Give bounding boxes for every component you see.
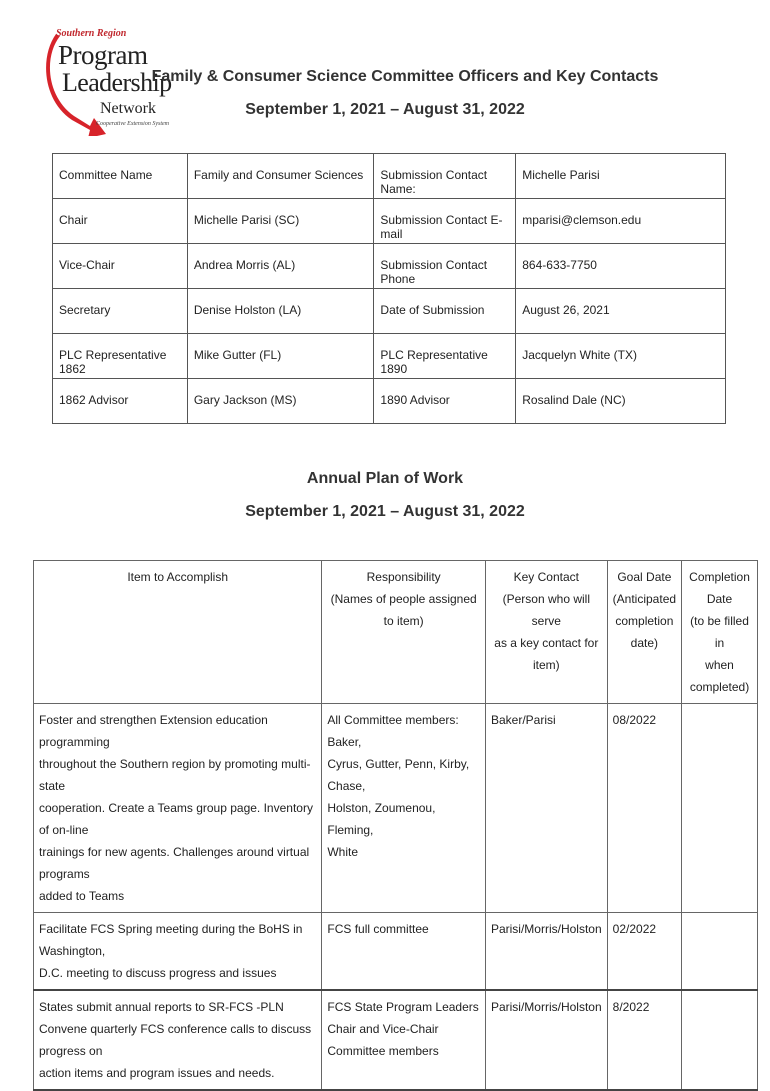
- plan-goal-line: 08/2022: [612, 713, 657, 727]
- plan-header-line: Responsibility: [366, 570, 441, 584]
- officer-label-cell: Date of Submission: [374, 289, 516, 334]
- plan-header-line: completion: [615, 614, 674, 628]
- plan-header-line: (Person who will serve: [502, 592, 590, 628]
- officer-value-cell: Andrea Morris (AL): [187, 244, 374, 289]
- plan-header-line: item): [532, 658, 560, 672]
- plan-header-cell: [34, 561, 322, 704]
- officer-row: [53, 154, 726, 199]
- logo-program: Program: [58, 40, 148, 70]
- plan-header-cell: [682, 561, 758, 704]
- plan-header-line: Item to Accomplish: [127, 570, 229, 584]
- plan-row: [34, 704, 758, 913]
- officer-value-cell: Denise Holston (LA): [187, 289, 374, 334]
- plan-contact-cell: [485, 913, 607, 991]
- plan-header-line: when: [705, 658, 734, 672]
- logo-subtitle: Cooperative Extension System: [96, 121, 169, 127]
- logo-network: Network: [100, 100, 156, 117]
- plan-responsibility-cell: [322, 913, 486, 991]
- logo-region: Southern Region: [56, 28, 127, 39]
- plan-contact-line: Parisi/Morris/Holston: [490, 922, 602, 936]
- officer-row: [53, 334, 726, 379]
- plan-completion-cell: [682, 913, 758, 991]
- plan-header-line: as a key contact for: [494, 636, 599, 650]
- plan-item-cell: [34, 913, 322, 991]
- plan-responsibility-line: White: [327, 845, 359, 859]
- officer-label-cell: Submission Contact Name:: [374, 154, 516, 199]
- officer-value-cell: Jacquelyn White (TX): [516, 334, 726, 379]
- officer-value-cell: Michelle Parisi: [516, 154, 726, 199]
- officer-label-cell: Vice-Chair: [53, 244, 188, 289]
- plan-completion-cell: [682, 990, 758, 1090]
- document-title: Family & Consumer Science Committee Officers and Key Contacts: [151, 68, 659, 85]
- plan-dates: September 1, 2021 – August 31, 2022: [245, 503, 525, 520]
- plan-contact-line: Parisi/Morris/Holston: [490, 1000, 602, 1014]
- plan-header-line: (to be filled in: [690, 614, 749, 650]
- officer-value-cell: mparisi@clemson.edu: [516, 199, 726, 244]
- officer-value-cell: Gary Jackson (MS): [187, 379, 374, 424]
- plan-item-line: cooperation. Create a Teams group page. Inventory of on-line: [39, 801, 313, 837]
- plan-title: Annual Plan of Work: [306, 470, 464, 487]
- officer-label-cell: Submission Contact Phone: [374, 244, 516, 289]
- plan-completion-cell: [682, 704, 758, 913]
- plan-goal-cell: [607, 704, 681, 913]
- officer-label-cell: Committee Name: [53, 154, 188, 199]
- plan-responsibility-line: Committee members: [327, 1044, 439, 1058]
- officer-value-cell: August 26, 2021: [516, 289, 726, 334]
- officer-label-cell: Submission Contact E-mail: [374, 199, 516, 244]
- plan-item-line: Foster and strengthen Extension education programming: [39, 713, 268, 749]
- document-dates: September 1, 2021 – August 31, 2022: [245, 101, 525, 118]
- plan-item-cell: [34, 990, 322, 1090]
- plan-goal-line: 02/2022: [612, 922, 657, 936]
- officer-label-cell: PLC Representative 1862: [53, 334, 188, 379]
- plan-responsibility-line: FCS State Program Leaders: [327, 1000, 479, 1014]
- plan-contact-cell: [485, 990, 607, 1090]
- plan-item-line: added to Teams: [39, 889, 125, 903]
- officer-label-cell: PLC Representative 1890: [374, 334, 516, 379]
- officer-row: [53, 379, 726, 424]
- plan-item-line: Convene quarterly FCS conference calls to discuss progress on: [39, 1022, 312, 1058]
- plan-contact-line: Baker/Parisi: [490, 713, 556, 727]
- plan-item-line: Facilitate FCS Spring meeting during the BoHS in Washington,: [39, 922, 303, 958]
- plan-row: [34, 990, 758, 1090]
- plan-goal-cell: [607, 913, 681, 991]
- plan-header-line: Goal Date: [617, 570, 672, 584]
- plan-header-cell: [485, 561, 607, 704]
- plan-responsibility-cell: [322, 990, 486, 1090]
- officer-label-cell: 1862 Advisor: [53, 379, 188, 424]
- officer-label-cell: Chair: [53, 199, 188, 244]
- plan-row: [34, 913, 758, 991]
- plan-of-work-table: [33, 560, 758, 1091]
- plan-goal-cell: [607, 990, 681, 1090]
- plan-header-line: Key Contact: [513, 570, 579, 584]
- officers-table: [52, 153, 726, 424]
- plan-item-cell: [34, 704, 322, 913]
- plan-header-line: date): [630, 636, 659, 650]
- officer-value-cell: Family and Consumer Sciences: [187, 154, 374, 199]
- plan-responsibility-line: Holston, Zoumenou, Fleming,: [327, 801, 436, 837]
- plan-contact-cell: [485, 704, 607, 913]
- plan-item-line: throughout the Southern region by promoting multi-state: [39, 757, 311, 793]
- plan-responsibility-line: FCS full committee: [327, 922, 429, 936]
- logo-leadership: Leadership: [62, 68, 172, 97]
- officer-row: [53, 244, 726, 289]
- plan-header-line: Completion: [689, 570, 750, 584]
- plan-header-line: (Anticipated: [612, 592, 677, 606]
- plan-header-cell: [607, 561, 681, 704]
- plan-item-line: trainings for new agents. Challenges around virtual programs: [39, 845, 310, 881]
- officer-row: [53, 199, 726, 244]
- officer-value-cell: 864-633-7750: [516, 244, 726, 289]
- plan-item-line: States submit annual reports to SR-FCS -PLN: [39, 1000, 284, 1014]
- plan-responsibility-line: All Committee members: Baker,: [327, 713, 459, 749]
- officer-value-cell: Mike Gutter (FL): [187, 334, 374, 379]
- officer-value-cell: Rosalind Dale (NC): [516, 379, 726, 424]
- plan-goal-line: 8/2022: [612, 1000, 650, 1014]
- plan-header-row: [34, 561, 758, 704]
- officer-label-cell: Secretary: [53, 289, 188, 334]
- plan-header-line: Date: [706, 592, 733, 606]
- plan-item-line: D.C. meeting to discuss progress and issues: [39, 966, 277, 980]
- officer-row: [53, 289, 726, 334]
- plan-header-line: (Names of people assigned to item): [330, 592, 477, 628]
- plan-header-line: completed): [689, 680, 750, 694]
- plan-responsibility-cell: [322, 704, 486, 913]
- officer-label-cell: 1890 Advisor: [374, 379, 516, 424]
- plan-responsibility-line: Cyrus, Gutter, Penn, Kirby, Chase,: [327, 757, 470, 793]
- officer-value-cell: Michelle Parisi (SC): [187, 199, 374, 244]
- plan-item-line: action items and program issues and needs.: [39, 1066, 275, 1080]
- plan-header-cell: [322, 561, 486, 704]
- plan-responsibility-line: Chair and Vice-Chair: [327, 1022, 439, 1036]
